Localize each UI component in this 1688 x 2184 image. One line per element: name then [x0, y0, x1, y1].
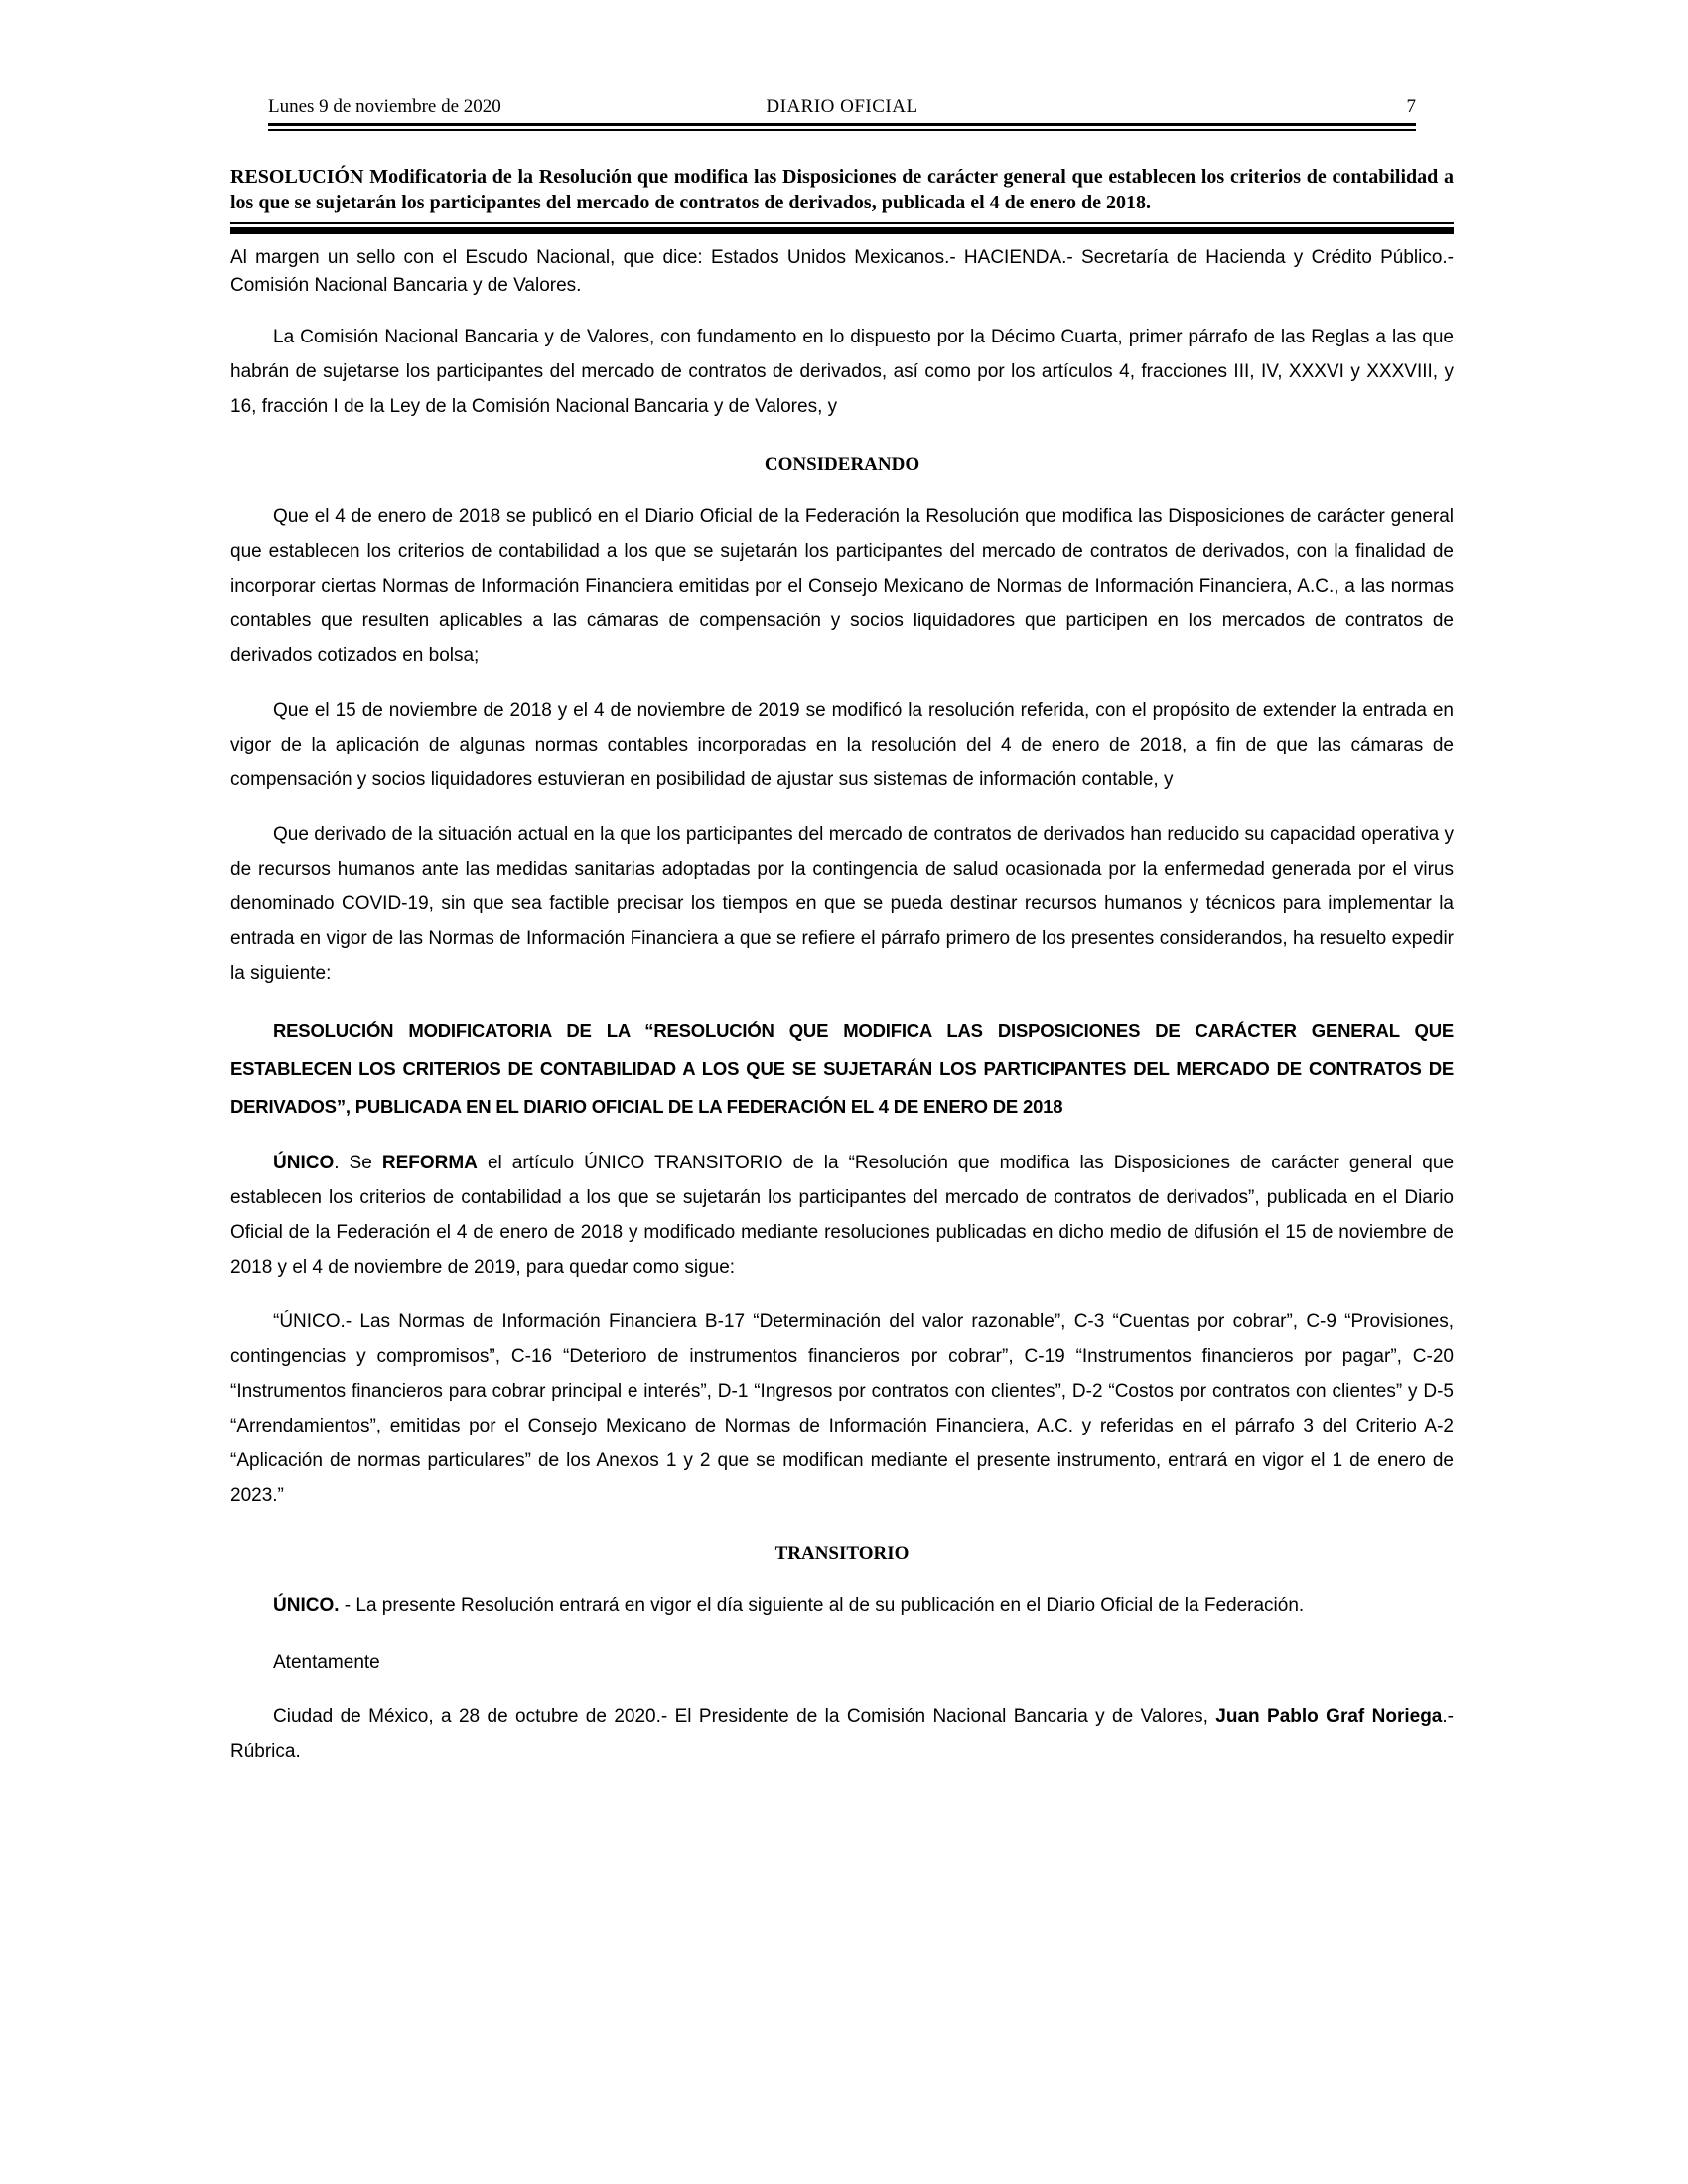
transitorio-unico-paragraph-text: - La presente Resolución entrará en vigor el día siguiente al de su publicación en el Diario Oficial de la Federación.	[339, 1595, 1305, 1616]
articulo-unico-paragraph-text: REFORMA	[381, 1153, 478, 1173]
document-body	[230, 244, 1454, 1769]
atentamente-paragraph-text: Atentamente	[273, 1652, 380, 1673]
header-double-rule	[268, 123, 1416, 131]
transitorio-unico-paragraph-text: ÚNICO.	[273, 1595, 340, 1616]
title-rule-thin	[230, 222, 1454, 224]
considerando-paragraph-3	[230, 817, 1454, 991]
resolucion-modificatoria-caps-paragraph	[230, 1013, 1454, 1126]
articulo-unico-paragraph	[230, 1146, 1454, 1285]
considerando-paragraph-1-text: Que el 4 de enero de 2018 se publicó en el Diario Oficial de la Federación la Resolución que modifica las Disposiciones de carácter general que establecen los criterios de contabilidad a los que se sujetarán los participantes del mercado de contratos de derivados, con la finalidad de incorporar ciertas Normas de Información Financiera emitidas por el Consejo Mexicano de Normas de Información Financiera, A.C., a las normas contables que resulten aplicables a las cámaras de compensación y socios liquidadores que participen en los mercados de contratos de derivados cotizados en bolsa;	[230, 506, 1454, 666]
firma-paragraph-text: Ciudad de México, a 28 de octubre de 2020.- El Presidente de la Comisión Nacional Bancaria y de Valores,	[273, 1706, 1216, 1727]
title-rule-thick	[230, 227, 1454, 234]
firma-paragraph-text: .- Rúbrica.	[230, 1706, 1454, 1762]
firma-paragraph-text: Juan Pablo Graf Noriega	[1215, 1706, 1443, 1727]
considerando-paragraph-3-text: Que derivado de la situación actual en la que los participantes del mercado de contratos de derivados han reducido su capacidad operativa y de recursos humanos ante las medidas sanitarias adoptadas por la contingencia de salud ocasionada por la enfermedad generada por el virus denominado COVID-19, sin que sea factible precisar los tiempos en que se pueda destinar recursos humanos y técnicos para implementar la entrada en vigor de las Normas de Información Financiera a que se refiere el párrafo primero de los presentes considerandos, ha resuelto expedir la siguiente:	[230, 824, 1454, 984]
resolucion-modificatoria-caps-paragraph-text: RESOLUCIÓN MODIFICATORIA DE LA “RESOLUCIÓN QUE MODIFICA LAS DISPOSICIONES DE CARÁCTER GENERAL QUE ESTABLECEN LOS CRITERIOS DE CONTABILIDAD A LOS QUE SE SUJETARÁN LOS PARTICIPANTES DEL MERCADO DE CONTRATOS DE DERIVADOS”, PUBLICADA EN EL DIARIO OFICIAL DE LA FEDERACIÓN EL 4 DE ENERO DE 2018	[230, 1021, 1454, 1117]
articulo-unico-paragraph-text: . Se	[334, 1153, 382, 1173]
page-number: 7	[1406, 96, 1416, 117]
considerando-heading-text: CONSIDERANDO	[764, 454, 920, 475]
document-title: RESOLUCIÓN Modificatoria de la Resolución que modifica las Disposiciones de carácter general que establecen los criterios de contabilidad a los que se sujetarán los participantes del mercado de contratos de derivados, publicada el 4 de enero de 2018.	[230, 166, 1454, 213]
al-margen-paragraph	[230, 244, 1454, 300]
considerando-paragraph-2-text: Que el 15 de noviembre de 2018 y el 4 de noviembre de 2019 se modificó la resolución referida, con el propósito de extender la entrada en vigor de la aplicación de algunas normas contables incorporadas en la resolución del 4 de enero de 2018, a fin de que las cámaras de compensación y socios liquidadores estuvieran en posibilidad de ajustar sus sistemas de información contable, y	[230, 700, 1454, 790]
transitorio-heading	[230, 1539, 1454, 1569]
unico-nif-paragraph	[230, 1304, 1454, 1513]
transitorio-heading-text: TRANSITORIO	[774, 1543, 910, 1564]
considerando-heading	[230, 450, 1454, 479]
fundamento-paragraph	[230, 320, 1454, 424]
publication-title: DIARIO OFICIAL	[766, 96, 918, 117]
running-header	[230, 96, 1454, 118]
articulo-unico-paragraph-text: el artículo ÚNICO TRANSITORIO de la “Resolución que modifica las Disposiciones de carácter general que establecen los criterios de contabilidad a los que se sujetarán los participantes del mercado de contratos de derivados”, publicada en el Diario Oficial de la Federación el 4 de enero de 2018 y modificado mediante resoluciones publicadas en dicho medio de difusión el 15 de noviembre de 2018 y el 4 de noviembre de 2019, para quedar como sigue:	[230, 1153, 1455, 1278]
firma-paragraph	[230, 1700, 1454, 1769]
al-margen-paragraph-text: Al margen un sello con el Escudo Nacional, que dice: Estados Unidos Mexicanos.- HACIENDA.- Secretaría de Hacienda y Crédito Público.- Comisión Nacional Bancaria y de Valores.	[230, 247, 1454, 296]
header-date: Lunes 9 de noviembre de 2020	[268, 96, 501, 117]
fundamento-paragraph-text: La Comisión Nacional Bancaria y de Valores, con fundamento en lo dispuesto por la Décimo Cuarta, primer párrafo de las Reglas a las que habrán de sujetarse los participantes del mercado de contratos de derivados, así como por los artículos 4, fracciones III, IV, XXXVI y XXXVIII, y 16, fracción I de la Ley de la Comisión Nacional Bancaria y de Valores, y	[230, 327, 1454, 417]
page-content	[230, 0, 1454, 1769]
considerando-paragraph-2	[230, 693, 1454, 797]
transitorio-unico-paragraph	[230, 1588, 1454, 1623]
unico-nif-paragraph-text: “ÚNICO.- Las Normas de Información Financiera B-17 “Determinación del valor razonable”, C-3 “Cuentas por cobrar”, C-9 “Provisiones, contingencias y compromisos”, C-16 “Deterioro de instrumentos financieros por cobrar”, C-19 “Instrumentos financieros por pagar”, C-20 “Instrumentos financieros para cobrar principal e interés”, D-1 “Ingresos por contratos con clientes”, D-2 “Costos por contratos con clientes” y D-5 “Arrendamientos”, emitidas por el Consejo Mexicano de Normas de Información Financiera, A.C. y referidas en el párrafo 3 del Criterio A-2 “Aplicación de normas particulares” de los Anexos 1 y 2 que se modifican mediante el presente instrumento, entrará en vigor el 1 de enero de 2023.”	[230, 1311, 1454, 1506]
articulo-unico-paragraph-text: ÚNICO	[273, 1153, 335, 1173]
atentamente-paragraph	[230, 1645, 1454, 1680]
considerando-paragraph-1	[230, 499, 1454, 673]
